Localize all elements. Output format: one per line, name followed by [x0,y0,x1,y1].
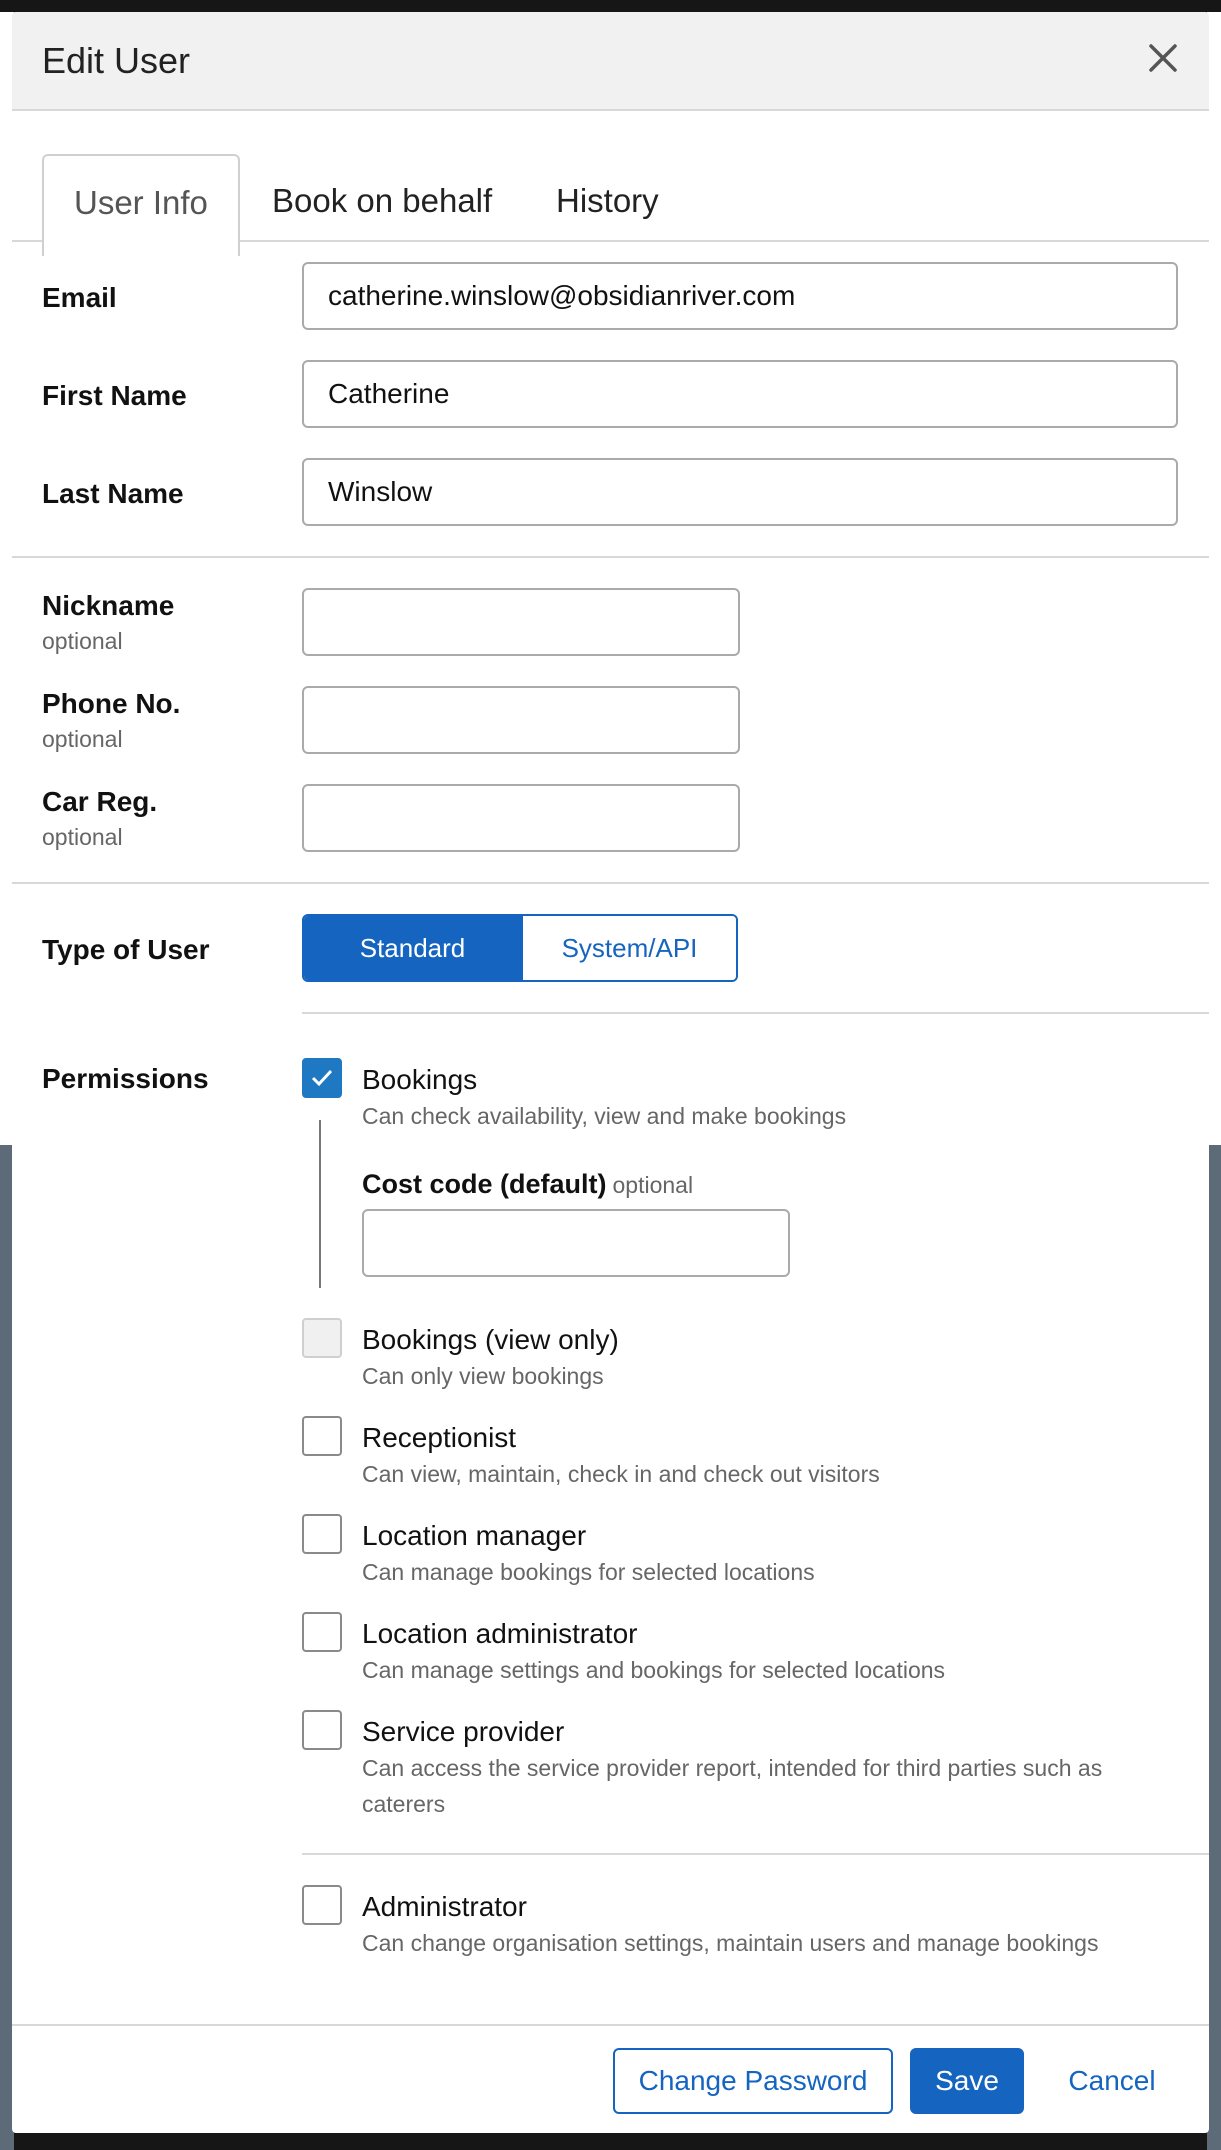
background-dark-area-right [1207,1145,1221,2150]
administrator-title: Administrator [362,1891,527,1922]
tab-book-on-behalf[interactable]: Book on behalf [272,182,493,219]
bookings-view-only-description: Can only view bookings [362,1363,604,1389]
service-provider-description: Can access the service provider report, intended for third parties such as caterers [362,1755,1103,1817]
service-provider-title: Service provider [362,1716,565,1747]
footer-divider [12,2024,1209,2026]
administrator-divider [302,1853,1209,1855]
bookings-nested-line [319,1120,321,1288]
car-reg-optional-hint: optional [42,824,123,850]
cost-code-optional-hint: optional [612,1172,694,1198]
car-reg-field[interactable] [302,784,740,852]
permissions-label: Permissions [42,1063,209,1094]
email-field[interactable]: catherine.winslow@obsidianriver.com [302,262,1178,330]
administrator-checkbox[interactable] [302,1885,342,1925]
save-button[interactable]: Save [910,2048,1024,2114]
phone-label: Phone No. [42,688,181,719]
first-name-label: First Name [42,380,187,411]
tab-history[interactable]: History [556,182,659,219]
tab-user-info[interactable]: User Info [42,154,240,256]
location-manager-description: Can manage bookings for selected locations [362,1559,815,1585]
user-type-standard-button[interactable]: Standard [304,916,521,980]
bookings-checkbox[interactable] [302,1058,342,1098]
phone-optional-hint: optional [42,726,123,752]
bookings-description: Can check availability, view and make bookings [362,1103,847,1129]
receptionist-checkbox[interactable] [302,1416,342,1456]
car-reg-label: Car Reg. [42,786,158,817]
change-password-button[interactable]: Change Password [613,2048,893,2114]
administrator-description: Can change organisation settings, maintain users and manage bookings [362,1930,1099,1956]
email-label: Email [42,282,117,313]
nickname-optional-hint: optional [42,628,123,654]
last-name-label: Last Name [42,478,184,509]
permissions-divider [302,1012,1209,1014]
tab-bar [12,142,1209,242]
service-provider-checkbox[interactable] [302,1710,342,1750]
edit-user-modal [12,12,1209,2133]
location-manager-title: Location manager [362,1520,587,1551]
bookings-view-only-title: Bookings (view only) [362,1324,619,1355]
bookings-title: Bookings [362,1064,478,1095]
phone-field[interactable] [302,686,740,754]
first-name-field[interactable]: Catherine [302,360,1178,428]
cost-code-field[interactable] [362,1209,790,1277]
user-type-label: Type of User [42,934,210,965]
user-type-system-api-button[interactable]: System/API [521,916,736,980]
background-light-area-right [1207,12,1221,1145]
close-icon [1143,38,1183,78]
section-divider [12,556,1209,558]
location-administrator-checkbox[interactable] [302,1612,342,1652]
cancel-button[interactable]: Cancel [1068,2065,1156,2096]
close-button[interactable] [1143,38,1183,78]
location-manager-checkbox[interactable] [302,1514,342,1554]
nickname-label: Nickname [42,590,175,621]
location-administrator-description: Can manage settings and bookings for selected locations [362,1657,946,1683]
checkmark-icon [310,1067,334,1089]
receptionist-title: Receptionist [362,1422,517,1453]
cost-code-label-text: Cost code (default) [362,1169,607,1199]
section-divider [12,882,1209,884]
bookings-view-only-checkbox[interactable] [302,1318,342,1358]
receptionist-description: Can view, maintain, check in and check out visitors [362,1461,880,1487]
modal-header [12,12,1209,111]
modal-title: Edit User [42,40,191,81]
cost-code-label [362,1169,693,1200]
location-administrator-title: Location administrator [362,1618,638,1649]
last-name-field[interactable]: Winslow [302,458,1178,526]
nickname-field[interactable] [302,588,740,656]
user-type-toggle [302,914,738,982]
